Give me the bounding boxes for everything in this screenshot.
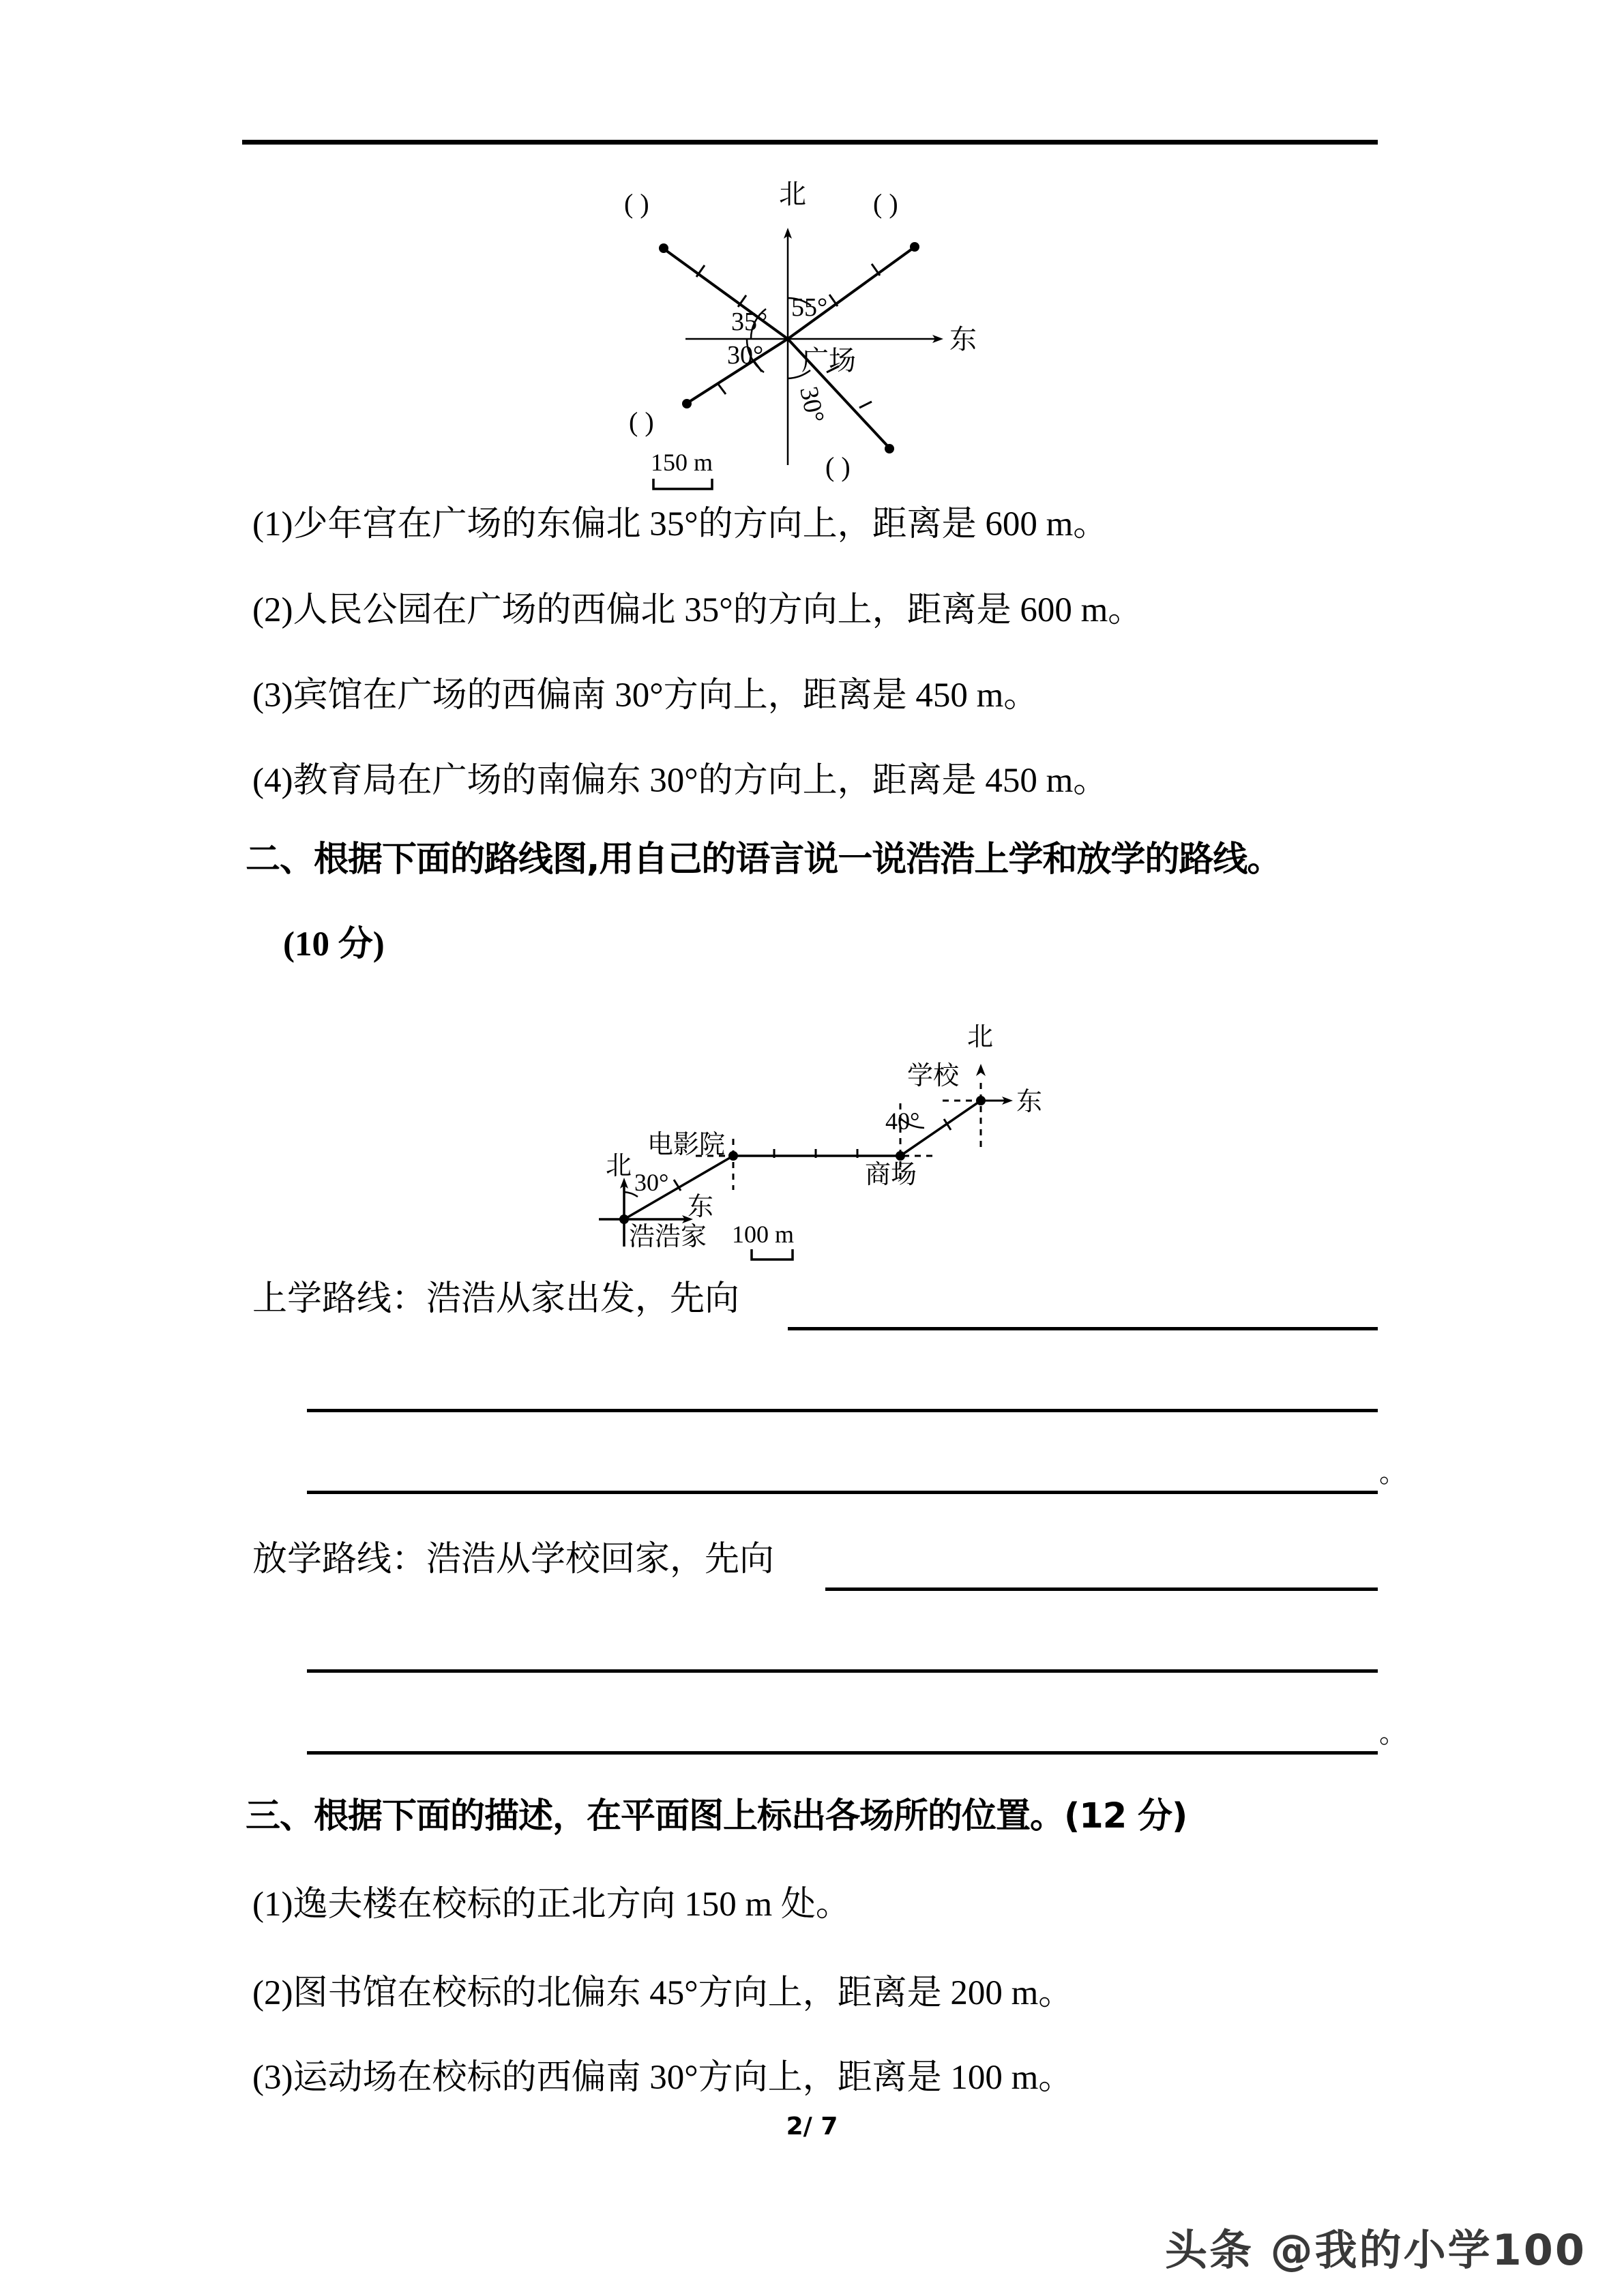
blank-southwest: ( )	[629, 406, 654, 437]
to-school-route-label: 上学路线：浩浩从家出发，先向	[252, 1280, 740, 1318]
section2-points: (10 分)	[283, 925, 385, 964]
from-school-line-2[interactable]	[307, 1669, 1378, 1673]
compass-rose-diagram	[600, 170, 1023, 511]
east-label: 东	[949, 324, 977, 355]
scale-label-1: 150 m	[651, 449, 713, 476]
to-school-line-2[interactable]	[307, 1409, 1378, 1412]
route-map-diagram	[566, 975, 1057, 1268]
section1-item-3: (3)宾馆在广场的西偏南 30°方向上，距离是 450 m。	[252, 676, 1039, 715]
cinema-label: 电影院	[647, 1131, 726, 1159]
section3-heading: 三、根据下面的描述，在平面图上标出各场所的位置。(12 分)	[246, 1796, 1187, 1836]
angle-30-label-home: 30°	[634, 1169, 669, 1196]
section1-item-1: (1)少年宫在广场的东偏北 35°的方向上，距离是 600 m。	[252, 505, 1108, 543]
from-school-line-3[interactable]	[307, 1751, 1378, 1755]
angle-30-west-label: 30°	[727, 341, 764, 370]
section3-item-1: (1)逸夫楼在校标的正北方向 150 m 处。	[252, 1885, 851, 1924]
angle-30-south-label: 30°	[794, 384, 830, 426]
section1-item-2: (2)人民公园在广场的西偏北 35°的方向上，距离是 600 m。	[252, 591, 1143, 629]
section2-heading: 二、根据下面的路线图,用自己的语言说一说浩浩上学和放学的路线。	[246, 839, 1282, 880]
section1-item-4: (4)教育局在广场的南偏东 30°的方向上，距离是 450 m。	[252, 762, 1108, 800]
blank-southeast: ( )	[825, 451, 851, 482]
top-divider	[242, 140, 1378, 145]
north-label: 北	[779, 179, 806, 209]
to-school-line-3[interactable]	[307, 1491, 1378, 1494]
to-school-line-1[interactable]	[788, 1327, 1378, 1330]
section3-item-2: (2)图书馆在校标的北偏东 45°方向上，距离是 200 m。	[252, 1974, 1074, 2012]
section3-item-3: (3)运动场在校标的西偏南 30°方向上，距离是 100 m。	[252, 2059, 1074, 2097]
north-label-school: 北	[967, 1023, 994, 1052]
angle-35-label: 35°	[731, 308, 768, 336]
east-label-home: 东	[688, 1193, 714, 1221]
blank-northwest: ( )	[624, 188, 649, 219]
angle-40-label-mall: 40°	[885, 1107, 920, 1135]
from-school-end-period: 。	[1379, 1718, 1406, 1748]
angle-55-label: 55°	[791, 293, 828, 322]
from-school-line-1[interactable]	[825, 1587, 1378, 1591]
center-label: 广场	[801, 345, 856, 376]
east-label-school: 东	[1016, 1088, 1043, 1116]
watermark-text: 头条 @我的小学100	[1164, 2225, 1586, 2275]
home-label: 浩浩家	[629, 1223, 707, 1251]
scale-label-2: 100 m	[732, 1221, 795, 1248]
mall-label: 商场	[865, 1161, 917, 1189]
from-school-route-label: 放学路线：浩浩从学校回家，先向	[252, 1540, 775, 1579]
north-label-home: 北	[606, 1152, 632, 1180]
page-number: 2/ 7	[786, 2113, 838, 2141]
to-school-end-period: 。	[1379, 1457, 1406, 1488]
blank-northeast: ( )	[873, 188, 898, 219]
school-label: 学校	[907, 1062, 960, 1090]
